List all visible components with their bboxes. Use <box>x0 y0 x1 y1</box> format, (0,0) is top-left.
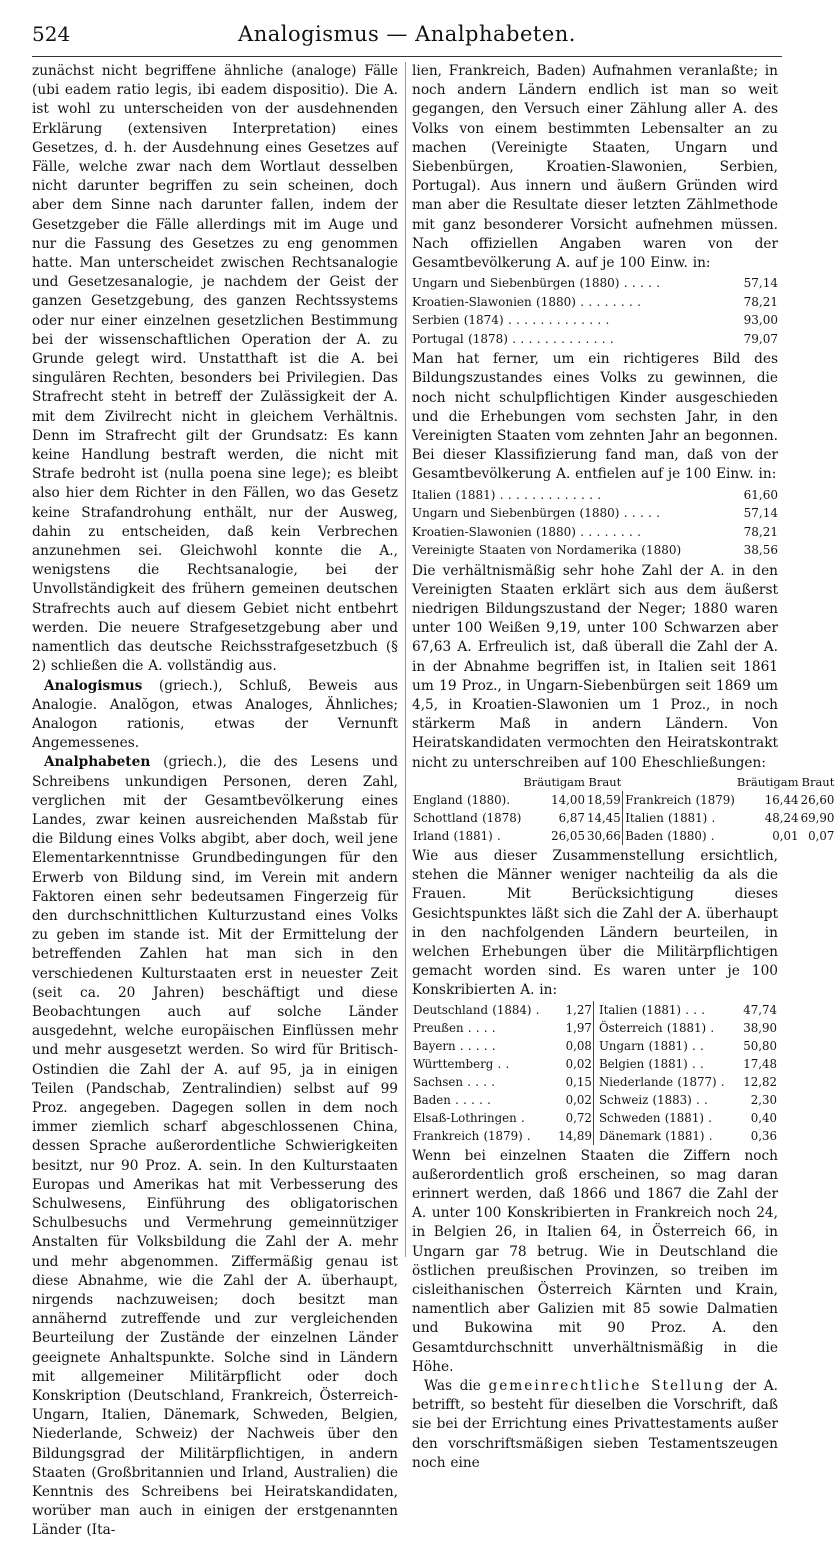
paragraph-legal-status <box>412 1377 778 1473</box>
table-cell: Ungarn (1881) . . <box>598 1038 704 1053</box>
table-cell: Deutschland (1884) . <box>413 1002 540 1017</box>
column-header: Bräutigam <box>736 774 799 789</box>
page-header <box>32 22 782 54</box>
list-item <box>412 311 778 330</box>
headword-analogismus: Analogismus <box>44 677 143 694</box>
table-cell: 0,02 <box>565 1056 592 1071</box>
table-row <box>412 791 835 809</box>
headword-analphabeten: Analphabeten <box>44 754 151 771</box>
table-cell: Italien (1881) . . . <box>598 1002 705 1017</box>
table-cell: 2,30 <box>750 1092 777 1107</box>
table-cell: 18,59 <box>586 792 621 807</box>
table-row <box>412 1001 778 1019</box>
table-row <box>412 1091 778 1109</box>
table-cell: 50,80 <box>743 1038 777 1053</box>
spaced-term: gemeinrechtliche Stellung <box>488 1377 726 1394</box>
table-cell: 1,27 <box>565 1002 592 1017</box>
table-row <box>412 1073 778 1091</box>
column-divider <box>405 62 406 1257</box>
table-cell: Frankreich (1879) <box>625 792 735 807</box>
list-item <box>412 330 778 349</box>
table-cell: 69,90 <box>800 810 835 825</box>
table-header-row <box>412 773 835 791</box>
table-conscripts <box>412 1001 778 1145</box>
list-label: Portugal (1878) . . . . . . . . . . . . . <box>412 331 614 346</box>
table-cell: 0,72 <box>565 1110 592 1125</box>
table-cell: 26,60 <box>800 792 835 807</box>
table-cell: 0,02 <box>565 1092 592 1107</box>
list-item <box>412 541 778 560</box>
list-value: 78,21 <box>743 294 778 309</box>
paragraph-analogie: zunächst nicht begriffene ähnliche (analoge) Fälle (ubi eadem ratio legis, ibi eadem dispositio). Die A. ist wohl zu unterscheiden von der ausdehnenden Erklärung (extensiven Interpretation) eines Gesetzes, d. h. der Ausdehnung eines Gesetzes auf Fälle, welche zwar nach dem Wortlaut desselben nicht darunter begriffen zu sein scheinen, doch aber dem Sinne nach darunter fallen, indem der Gesetzgeber die Fälle allerdings mit im Auge und nur die Fassung des Gesetzes zu eng genommen hatte. Man unterscheidet zwischen Rechtsanalogie und Gesetzesanalogie, je nachdem der Geist der ganzen Gesetzgebung, des ganzen Rechtssystems oder nur einer einzelnen gesetzlichen Bestimmung bei der wissenschaftlichen Operation der A. zu Grunde gelegt wird. Unstatthaft ist die A. bei singulären Rechten, besonders bei Privilegien. Das Strafrecht steht in betreff der Zulässigkeit der A. mit dem Zivilrecht nicht in gleichem Verhältnis. Denn im Strafrecht gilt der Grundsatz: Es kann keine Handlung bestraft werden, die nicht mit Strafe bedroht ist (nulla poena sine lege); es bleibt also hier dem Richter in den Fällen, wo das Gesetz keine Strafandrohung enthält, nur der Ausweg, dahin zu entscheiden, daß kein Verbrechen anzunehmen sei. Gleichwohl konnte die A., wenigstens die Rechtsanalogie, bei der Unvollständigkeit des frühern gemeinen deutschen Strafrechts auch auf diesem Gebiet nicht entbehrt werden. Die neuere Strafgesetzgebung aber und namentlich das deutsche Reichsstrafgesetzbuch (§ 2) schließen die A. vollständig aus. <box>32 63 398 675</box>
table-cell: 30,66 <box>586 828 621 843</box>
table-cell: Baden (1880) . <box>625 828 715 843</box>
page-number: 524 <box>32 22 71 46</box>
table-cell: Belgien (1881) . . <box>598 1056 704 1071</box>
list-value: 57,14 <box>743 506 778 521</box>
table-cell: 47,74 <box>743 1002 777 1017</box>
table-cell: Österreich (1881) . <box>598 1020 715 1035</box>
table-cell: Elsaß-Lothringen . <box>413 1110 525 1125</box>
table-cell: 0,15 <box>565 1074 592 1089</box>
table-cell: Baden . . . . . <box>413 1092 491 1107</box>
table-cell: Schweiz (1883) . . <box>598 1092 708 1107</box>
table-cell: 0,07 <box>808 828 835 843</box>
list-value: 79,07 <box>743 331 778 346</box>
header-rule <box>32 56 782 57</box>
text-run: Was die <box>424 1377 489 1394</box>
list-item <box>412 293 778 312</box>
table-cell: Dänemark (1881) . <box>598 1128 713 1143</box>
list-item <box>412 504 778 523</box>
table-cell: 38,90 <box>743 1020 777 1035</box>
paragraph-united-states: Die verhältnismäßig sehr hohe Zahl der A. in den Vereinigten Staaten erklärt sich aus dem äußerst niedrigen Bildungszustand der Neger; 1880 waren unter 100 Weißen 9,19, unter 100 Schwarzen aber 67,63 A. Erfreulich ist, daß überall die Zahl der A. in der Abnahme begriffen ist, in Italien seit 1861 um 19 Proz., in Ungarn-Siebenbürgen seit 1869 um 4,5, in Kroatien-Slawonien um 1 Proz., in noch stärkerm Maß in andern Ländern. Von Heiratskandidaten vermochten den Heiratskontrakt nicht zu unterschreiben auf 100 Eheschließungen: <box>412 562 778 771</box>
entry-analphabeten <box>32 753 398 1540</box>
table-marriage <box>412 773 835 845</box>
table-cell: Niederlande (1877) . <box>598 1074 725 1089</box>
table-cell: Bayern . . . . . <box>413 1038 496 1053</box>
table-row <box>412 1127 778 1145</box>
column-header: Bräutigam <box>523 774 585 789</box>
list-label: Kroatien-Slawonien (1880) . . . . . . . . <box>412 294 641 309</box>
paragraph-conscripts: Wie aus dieser Zusammenstellung ersichtlich, stehen die Männer weniger nachteilig da als die Frauen. Mit Berücksichtigung dieses Gesichtspunktes läßt sich die Zahl der A. überhaupt in den nachfolgenden Ländern beurteilen, in welchen Erhebungen über die Militärpflichtigen gemacht worden sind. Es waren unter je 100 Konskribierten A. in: <box>412 847 778 999</box>
list-value: 38,56 <box>743 543 778 558</box>
table-cell: 26,05 <box>551 828 585 843</box>
table-cell: Württemberg . . <box>413 1056 510 1071</box>
list-item <box>412 486 778 505</box>
table-cell: 14,45 <box>586 810 621 825</box>
text-run: der A. betrifft, so besteht für dieselben die Vorschrift, daß sie bei der Errichtung eines Privattestaments außer den vorschriftsmäßigen sieben Testamentszeugen noch eine <box>412 1377 779 1471</box>
table-cell: 1,97 <box>565 1020 592 1035</box>
list-value: 93,00 <box>743 313 778 328</box>
table-cell: Italien (1881) . <box>625 810 716 825</box>
left-column <box>32 62 398 1541</box>
table-cell: 48,24 <box>764 810 799 825</box>
table-row <box>412 827 835 845</box>
table-cell: England (1880). <box>413 792 510 807</box>
entry-analphabeten-text: (griech.), die des Lesens und Schreibens unkundigen Personen, deren Zahl, verglichen mit der Gesamtbevölkerung eines Landes, zwar keinen ausreichenden Maßstab für die Bildung eines Volks abgibt, aber doch, weil jene Elementarkenntnisse Grundbedingungen für den Erwerb von Bildung sind, im Verein mit andern Faktoren einen sehr bedeutsamen Fingerzeig für den durchschnittlichen Kulturzustand eines Volks zu geben im stande ist. Mit der Ermittelung der betreffenden Zahlen hat man sich in den verschiedenen Kulturstaaten erst in neuester Zeit (seit ca. 20 Jahren) beschäftigt und diese Beobachtungen auch auf solche Länder ausgedehnt, welche europäischen Einflüssen mehr und mehr ausgesetzt werden. So wird für Britisch-Ostindien die Zahl der A. auf 95, ja in einigen Teilen (Pandschab, Zentralindien) selbst auf 99 Proz. angegeben. Dagegen sollen in dem noch immer ziemlich scharf abgeschlossenen China, dessen Sprache außerordentliche Schwierigkeiten besitzt, nur 90 Proz. A. sein. In den Kulturstaaten Europas und Amerikas hat mit Verbesserung des Schulwesens, Einführung des obligatorischen Schulbesuchs und Vermehrung gemeinnütziger Anstalten für Volksbildung die Zahl der A. mehr und mehr abgenommen. Ziffermäßig genau ist diese Abnahme, wie die Zahl der A. überhaupt, nirgends nachzuweisen; doch besitzt man annähernd zutreffende und zur vergleichenden Beurteilung der Zustände der einzelnen Länder geeignete Anhaltspunkte. Solche sind in Ländern mit allgemeiner Militärpflicht oder doch Konskription (Deutschland, Frankreich, Österreich-Ungarn, Italien, Dänemark, Schweden, Belgien, Niederlande, Schweiz) der Nachweis über den Bildungsgrad der Militärpflichtigen, in andern Staaten (Großbritannien und Irland, Australien) die Kenntnis des Schreibens bei Heiratskandidaten, worüber man auch in einigen der erstgenannten Länder (Ita- <box>32 754 398 1539</box>
table-row <box>412 1019 778 1037</box>
list-value: 61,60 <box>743 487 778 502</box>
list-value: 78,21 <box>743 524 778 539</box>
list-item <box>412 523 778 542</box>
list-item <box>412 274 778 293</box>
table-row <box>412 1055 778 1073</box>
list-total-population <box>412 274 778 348</box>
list-label: Serbien (1874) . . . . . . . . . . . . . <box>412 313 610 328</box>
entry-analogismus <box>32 677 398 754</box>
table-cell: Irland (1881) . <box>413 828 501 843</box>
table-cell: 0,40 <box>750 1110 777 1125</box>
table-cell: 0,36 <box>750 1128 777 1143</box>
list-label: Vereinigte Staaten von Nordamerika (1880) <box>412 543 682 558</box>
table-cell: Frankreich (1879) . <box>413 1128 531 1143</box>
table-cell: 14,89 <box>558 1128 592 1143</box>
list-label: Ungarn und Siebenbürgen (1880) . . . . . <box>412 276 661 291</box>
table-cell: Preußen . . . . <box>413 1020 496 1035</box>
list-label: Italien (1881) . . . . . . . . . . . . . <box>412 487 602 502</box>
paragraph-continuation: lien, Frankreich, Baden) Aufnahmen veranlaßte; in noch andern Ländern endlich ist man so weit gegangen, den Versuch einer Zählung aller A. des Volks von einem bestimmten Lebensalter an zu machen (Vereinigte Staaten, Ungarn und Siebenbürgen, Kroatien-Slawonien, Serbien, Portugal). Aus innern und äußern Gründen wird man aber die Resultate dieser letzten Zählmethode mit ganz besonderer Vorsicht aufnehmen müssen. Nach offiziellen Angaben waren von der Gesamtbevölkerung A. auf je 100 Einw. in: <box>412 63 778 272</box>
table-cell: Sachsen . . . . <box>413 1074 495 1089</box>
column-header: Braut <box>588 774 622 789</box>
list-label: Kroatien-Slawonien (1880) . . . . . . . . <box>412 524 641 539</box>
list-school-age <box>412 486 778 560</box>
table-cell: Schweden (1881) . <box>598 1110 712 1125</box>
entry-analogismus-text: (griech.), Schluß, Beweis aus Analogie. Analŏgon, etwas Analoges, Ähnliches; Analogon rationis, etwas der Vernunft Angemessenes. <box>32 677 398 752</box>
table-cell: 17,48 <box>743 1056 777 1071</box>
table-cell: 6,87 <box>558 810 585 825</box>
list-value: 57,14 <box>743 276 778 291</box>
table-cell: 14,00 <box>551 792 585 807</box>
table-row <box>412 1109 778 1127</box>
table-cell: 16,44 <box>764 792 799 807</box>
table-cell: Schottland (1878) <box>413 810 522 825</box>
table-cell: 12,82 <box>743 1074 777 1089</box>
table-row <box>412 809 835 827</box>
table-row <box>412 1037 778 1055</box>
list-label: Ungarn und Siebenbürgen (1880) . . . . . <box>412 506 661 521</box>
paragraph-figures: Wenn bei einzelnen Staaten die Ziffern noch außerordentlich groß erscheinen, so mag daran erinnert werden, daß 1866 und 1867 die Zahl der A. unter 100 Konskribierten in Frankreich noch 24, in Belgien 26, in Italien 64, in Österreich 66, in Ungarn gar 78 betrug. Wie in Deutschland die östlichen preußischen Provinzen, so treiben im cisleithanischen Österreich Kärnten und Krain, namentlich aber Galizien mit 85 sowie Dalmatien und Bukowina mit 90 Proz. A. den Gesamtdurchschnitt unverhältnismäßig in die Höhe. <box>412 1147 778 1375</box>
right-column <box>412 62 835 1473</box>
paragraph-classification: Man hat ferner, um ein richtigeres Bild des Bildungszustandes eines Volks zu gewinnen, die noch nicht schulpflichtigen Kinder ausgeschieden und die Erhebungen vom sechsten Jahr, in den Vereinigten Staaten vom zehnten Jahr an begonnen. Bei dieser Klassifizierung fand man, daß von der Gesamtbevölkerung A. entfielen auf je 100 Einw. in: <box>412 351 778 483</box>
table-cell: 0,08 <box>565 1038 592 1053</box>
table-cell: 0,01 <box>772 828 799 843</box>
page-title: Analogismus — Analphabeten. <box>238 22 576 46</box>
column-header: Braut <box>801 774 835 789</box>
